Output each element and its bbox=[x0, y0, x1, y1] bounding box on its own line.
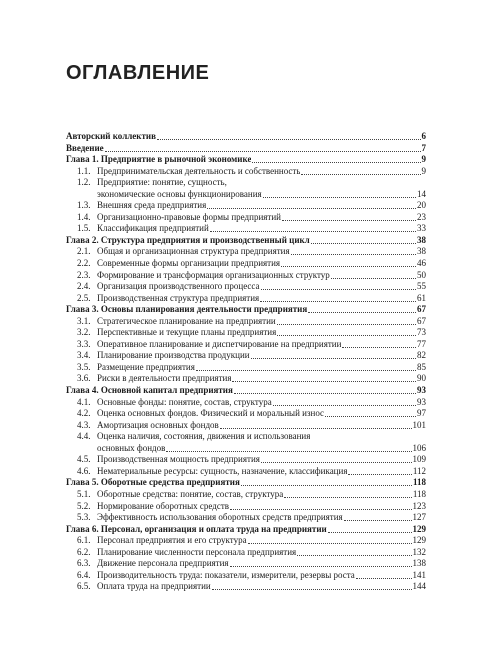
toc-entry-title: Стратегическое планирование на предприятии bbox=[97, 315, 276, 326]
toc-page-number: 9 bbox=[421, 165, 426, 176]
toc-entry-title: Эффективность использования оборотных средств предприятия bbox=[97, 512, 343, 523]
toc-section-entry bbox=[66, 431, 426, 443]
dot-leader bbox=[260, 293, 416, 302]
dot-leader bbox=[331, 270, 416, 279]
toc-section-number: 4.1. bbox=[77, 396, 91, 407]
dot-leader bbox=[282, 212, 416, 221]
toc-page-number: 97 bbox=[417, 408, 426, 419]
dot-leader bbox=[166, 443, 411, 452]
toc-section-number: 6.2. bbox=[77, 546, 91, 557]
dot-leader bbox=[212, 581, 412, 590]
toc-section-entry bbox=[66, 327, 426, 339]
dot-leader bbox=[311, 235, 416, 244]
toc-section-number: 6.1. bbox=[77, 535, 91, 546]
toc-entry-title: Глава 2. Структура предприятия и производственный цикл bbox=[66, 234, 310, 245]
toc-entry-title: Оплата труда на предприятии bbox=[97, 581, 211, 592]
toc-entry-title: Глава 1. Предприятие в рыночной экономике bbox=[66, 154, 252, 165]
toc-page-number: 109 bbox=[412, 454, 426, 465]
toc-section-entry bbox=[66, 258, 426, 270]
dot-leader bbox=[308, 304, 416, 313]
toc-entry-title: Внешняя среда предприятия bbox=[97, 200, 207, 211]
dot-leader bbox=[356, 570, 412, 579]
dot-leader bbox=[230, 501, 411, 510]
toc-entry-title: Размещение предприятия bbox=[97, 361, 195, 372]
dot-leader bbox=[252, 154, 420, 163]
toc-entry-title: Планирование численности персонала предприятия bbox=[97, 546, 297, 557]
dot-leader bbox=[230, 558, 412, 567]
dot-leader bbox=[277, 327, 416, 336]
toc-section-number: 6.4. bbox=[77, 569, 91, 580]
dot-leader bbox=[261, 454, 412, 463]
toc-section-entry bbox=[66, 246, 426, 258]
toc-chapter-entry bbox=[66, 477, 426, 489]
toc-entry-title: Глава 4. Основной капитал предприятия bbox=[66, 385, 233, 396]
toc-section-entry bbox=[66, 362, 426, 374]
toc-entry-title: Формирование и трансформация организационных структур bbox=[97, 269, 330, 280]
toc-section-entry bbox=[66, 177, 426, 189]
toc-page-number: 93 bbox=[417, 396, 426, 407]
toc-section-number: 3.5. bbox=[77, 361, 91, 372]
toc-section-number: 3.1. bbox=[77, 315, 91, 326]
dot-leader bbox=[348, 466, 411, 475]
dot-leader bbox=[342, 339, 416, 348]
toc-section-number: 2.1. bbox=[77, 246, 91, 257]
dot-leader bbox=[311, 431, 425, 439]
toc-entry-title: Глава 3. Основы планирования деятельности предприятия bbox=[66, 304, 308, 315]
dot-leader bbox=[105, 143, 421, 152]
dot-leader bbox=[284, 489, 412, 498]
toc-section-number: 1.1. bbox=[77, 165, 91, 176]
toc-section-entry bbox=[66, 350, 426, 362]
toc-section-number: 3.6. bbox=[77, 373, 91, 384]
toc-section-entry bbox=[66, 501, 426, 513]
toc-page-number: 112 bbox=[412, 465, 426, 476]
toc-entry-title: Организационно-правовые формы предприятий bbox=[97, 211, 281, 222]
toc-section-entry bbox=[66, 570, 426, 582]
toc-section-number: 2.3. bbox=[77, 269, 91, 280]
toc-chapter-entry bbox=[66, 524, 426, 536]
toc-page-number: 85 bbox=[417, 361, 426, 372]
toc-entry-title: основных фондов bbox=[97, 442, 166, 453]
toc-page-number: 132 bbox=[412, 546, 426, 557]
toc-entry-title: Основные фонды: понятие, состав, структура bbox=[97, 396, 272, 407]
toc-section-entry bbox=[66, 535, 426, 547]
dot-leader bbox=[157, 131, 421, 140]
toc-page-number: 23 bbox=[417, 211, 426, 222]
toc-section-entry bbox=[66, 293, 426, 305]
toc-page-number: 138 bbox=[412, 558, 426, 569]
toc-entry-title: Оборотные средства: понятие, состав, структура bbox=[97, 488, 284, 499]
toc-page-number: 129 bbox=[412, 523, 426, 534]
toc-section-entry bbox=[66, 316, 426, 328]
toc-section-number: 6.3. bbox=[77, 558, 91, 569]
toc-page-number: 106 bbox=[412, 442, 426, 453]
toc-entry-title: Оценка основных фондов. Физический и моральный износ bbox=[97, 408, 325, 419]
toc-section-number: 3.3. bbox=[77, 338, 91, 349]
toc-entry-title: Организация производственного процесса bbox=[97, 281, 260, 292]
toc-section-number: 5.2. bbox=[77, 500, 91, 511]
toc-section-number: 4.3. bbox=[77, 419, 91, 430]
toc-section-number: 4.2. bbox=[77, 408, 91, 419]
dot-leader bbox=[328, 524, 412, 533]
toc-section-entry bbox=[66, 189, 426, 201]
toc-entry-title: Оперативное планирование и диспетчирование на предприятии bbox=[97, 338, 342, 349]
toc-section-entry bbox=[66, 200, 426, 212]
toc-section-number: 4.5. bbox=[77, 454, 91, 465]
toc-section-entry bbox=[66, 581, 426, 593]
toc-entry-title: Производственная мощность предприятия bbox=[97, 454, 260, 465]
toc-chapter-entry bbox=[66, 385, 426, 397]
toc-entry-title: Персонал предприятия и его структура bbox=[97, 535, 247, 546]
toc-page-number: 141 bbox=[412, 569, 426, 580]
toc-entry-title: Глава 6. Персонал, организация и оплата труда на предприятии bbox=[66, 523, 327, 534]
dot-leader bbox=[248, 535, 412, 544]
toc-entry-title: Амортизация основных фондов bbox=[97, 419, 219, 430]
dot-leader bbox=[263, 189, 416, 198]
toc-section-entry bbox=[66, 373, 426, 385]
toc-section-entry bbox=[66, 547, 426, 559]
toc-entry-title: Предприятие: понятие, сущность, bbox=[97, 177, 227, 188]
toc-section-number: 1.4. bbox=[77, 211, 91, 222]
toc-page-number: 67 bbox=[417, 304, 426, 315]
dot-leader bbox=[241, 477, 412, 486]
toc-section-entry bbox=[66, 408, 426, 420]
toc-page-number: 14 bbox=[417, 188, 426, 199]
toc-section-entry bbox=[66, 397, 426, 409]
toc-entry-title: Движение персонала предприятия bbox=[97, 558, 229, 569]
toc-section-entry bbox=[66, 558, 426, 570]
toc-page-number: 118 bbox=[412, 488, 426, 499]
toc-page-number: 6 bbox=[421, 131, 426, 141]
toc-entry-title: Перспективные и текущие планы предприятия bbox=[97, 327, 277, 338]
toc-page-number: 46 bbox=[417, 258, 426, 269]
page-title: ОГЛАВЛЕНИЕ bbox=[66, 62, 210, 84]
toc-section-entry bbox=[66, 270, 426, 282]
toc-page-number: 129 bbox=[412, 535, 426, 546]
toc-section-entry bbox=[66, 454, 426, 466]
toc-section-number: 2.2. bbox=[77, 258, 91, 269]
toc-entry-title: Предпринимательская деятельность и собственность bbox=[97, 165, 301, 176]
toc-chapter-entry bbox=[66, 154, 426, 166]
toc-section-entry bbox=[66, 443, 426, 455]
toc-section-number: 4.6. bbox=[77, 465, 91, 476]
toc-section-entry bbox=[66, 466, 426, 478]
toc-page-number: 127 bbox=[412, 512, 426, 523]
toc-entry-title: экономические основы функционирования bbox=[97, 188, 262, 199]
toc-section-entry bbox=[66, 339, 426, 351]
dot-leader bbox=[301, 166, 420, 175]
dot-leader bbox=[196, 362, 416, 371]
toc-entry-title: Глава 5. Оборотные средства предприятия bbox=[66, 477, 240, 488]
toc-entry-title: Оценка наличия, состояния, движения и использования bbox=[97, 431, 311, 442]
toc-page-number: 77 bbox=[417, 338, 426, 349]
toc-entry-title: Введение bbox=[66, 142, 104, 153]
toc-page-number: 50 bbox=[417, 269, 426, 280]
toc-section-entry bbox=[66, 166, 426, 178]
toc-section-entry bbox=[66, 420, 426, 432]
toc-section-number: 1.3. bbox=[77, 200, 91, 211]
toc-section-number: 1.2. bbox=[77, 177, 91, 188]
toc-page-number: 90 bbox=[417, 373, 426, 384]
toc-section-number: 1.5. bbox=[77, 223, 91, 234]
toc-page-number: 82 bbox=[417, 350, 426, 361]
toc-page-number: 33 bbox=[417, 223, 426, 234]
dot-leader bbox=[291, 246, 416, 255]
toc-section-number: 4.4. bbox=[77, 431, 91, 442]
toc-entry-title: Нормирование оборотных средств bbox=[97, 500, 230, 511]
toc-entry-title: Авторский коллектив bbox=[66, 131, 156, 141]
dot-leader bbox=[277, 316, 416, 325]
toc-page-number: 93 bbox=[417, 385, 426, 396]
table-of-contents bbox=[66, 131, 426, 593]
toc-entry-title: Современные формы организации предприятия bbox=[97, 258, 281, 269]
toc-chapter-entry bbox=[66, 143, 426, 155]
toc-entry-title: Риски в деятельности предприятия bbox=[97, 373, 232, 384]
dot-leader bbox=[207, 200, 416, 209]
toc-section-number: 2.5. bbox=[77, 292, 91, 303]
toc-page-number: 73 bbox=[417, 327, 426, 338]
dot-leader bbox=[228, 177, 425, 185]
toc-section-number: 5.3. bbox=[77, 512, 91, 523]
toc-page-number: 20 bbox=[417, 200, 426, 211]
toc-chapter-entry bbox=[66, 304, 426, 316]
toc-page-number: 7 bbox=[421, 142, 426, 153]
dot-leader bbox=[325, 408, 416, 417]
dot-leader bbox=[297, 547, 411, 556]
toc-page-number: 67 bbox=[417, 315, 426, 326]
toc-page-number: 61 bbox=[417, 292, 426, 303]
toc-section-number: 6.5. bbox=[77, 581, 91, 592]
toc-entry-title: Планирование производства продукции bbox=[97, 350, 250, 361]
toc-section-entry bbox=[66, 281, 426, 293]
dot-leader bbox=[344, 512, 412, 521]
toc-section-entry bbox=[66, 489, 426, 501]
dot-leader bbox=[281, 258, 416, 267]
dot-leader bbox=[232, 373, 416, 382]
toc-section-entry bbox=[66, 512, 426, 524]
toc-entry-title: Общая и организационная структура предприятия bbox=[97, 246, 290, 257]
toc-section-entry bbox=[66, 223, 426, 235]
dot-leader bbox=[210, 223, 416, 232]
dot-leader bbox=[251, 350, 416, 359]
toc-page-number: 38 bbox=[417, 234, 426, 245]
toc-section-number: 2.4. bbox=[77, 281, 91, 292]
toc-page-number: 55 bbox=[417, 281, 426, 292]
toc-section-number: 3.4. bbox=[77, 350, 91, 361]
dot-leader bbox=[261, 281, 416, 290]
toc-page-number: 9 bbox=[421, 154, 426, 165]
toc-section-number: 5.1. bbox=[77, 488, 91, 499]
toc-entry-title: Нематериальные ресурсы: сущность, назначение, классификация bbox=[97, 465, 348, 476]
toc-entry-title: Производственная структура предприятия bbox=[97, 292, 260, 303]
toc-entry-title: Производительность труда: показатели, измерители, резервы роста bbox=[97, 569, 355, 580]
dot-leader bbox=[220, 420, 412, 429]
toc-page-number: 101 bbox=[412, 419, 426, 430]
toc-entry-title: Классификация предприятий bbox=[97, 223, 209, 234]
toc-page-number: 144 bbox=[412, 581, 426, 592]
toc-chapter-entry bbox=[66, 131, 426, 143]
toc-section-entry bbox=[66, 212, 426, 224]
dot-leader bbox=[273, 397, 416, 406]
toc-chapter-entry bbox=[66, 235, 426, 247]
toc-page-number: 123 bbox=[412, 500, 426, 511]
dot-leader bbox=[234, 385, 416, 394]
toc-page-number: 38 bbox=[417, 246, 426, 257]
toc-section-number: 3.2. bbox=[77, 327, 91, 338]
toc-page-number: 118 bbox=[412, 477, 426, 488]
